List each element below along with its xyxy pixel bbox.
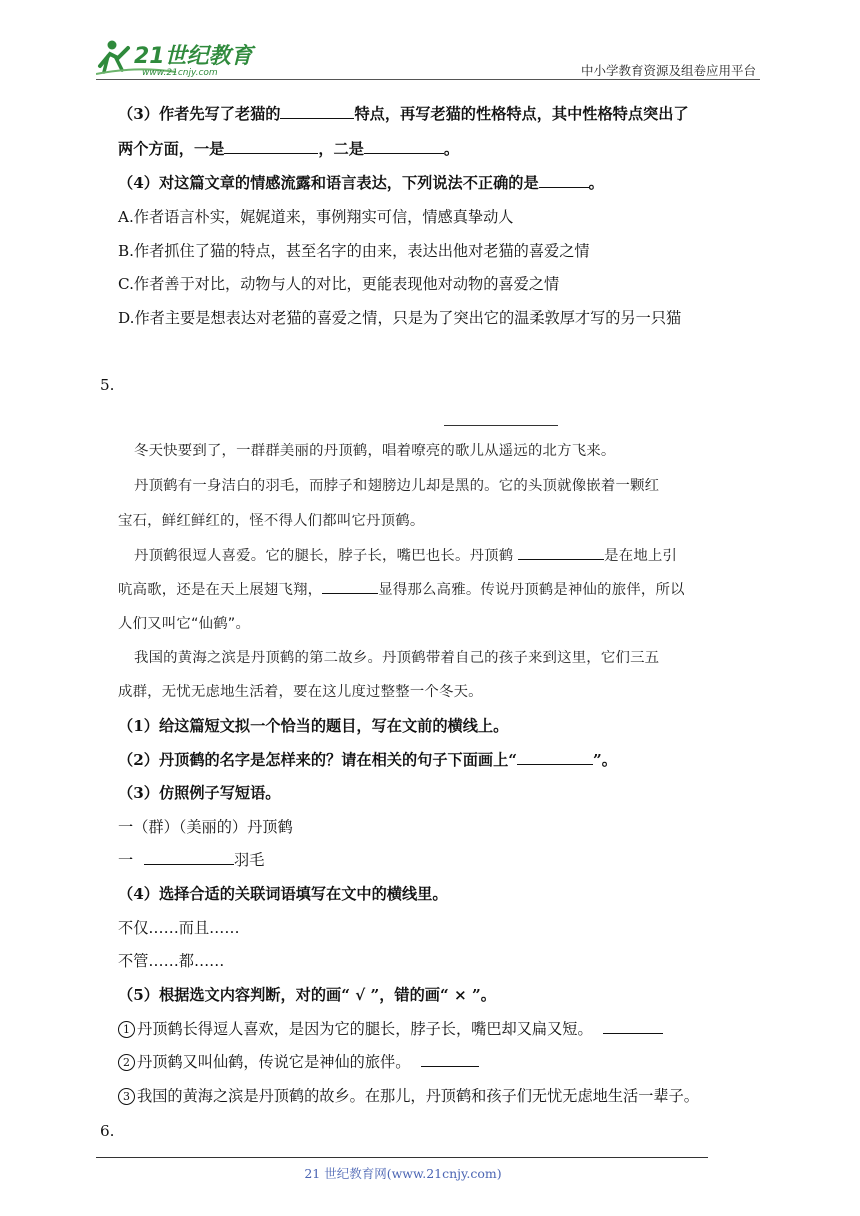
q5-sub2 [118,750,617,770]
q4-sub4-text-a: （4）对这篇文章的情感流露和语言表达，下列说法不正确的是 [118,174,539,192]
passage-p3-text-b: 是在地上引 [604,548,678,564]
judgement-2 [118,1052,479,1072]
q4-sub4-text-b: 。 [588,174,604,192]
answer-blank[interactable] [539,173,589,188]
q4-sub3-text-b: 特点，再写老猫的性格特点，其中性格特点突出了 [354,105,689,123]
judgement-2-text: 丹顶鹤又叫仙鹤，传说它是神仙的旅伴。 [137,1053,411,1071]
phrase-exercise-suffix: 羽毛 [234,851,265,869]
passage-p2-line1: 丹顶鹤有一身洁白的羽毛，而脖子和翅膀边儿却是黑的。它的头顶就像嵌着一颗红 [134,478,660,494]
title-answer-line[interactable] [444,425,558,426]
phrase-exercise-prefix: 一 [118,851,134,869]
header-divider [96,79,760,80]
circled-number-1: 1 [118,1021,135,1038]
q4-sub3-text-c: 两个方面，一是 [118,140,225,158]
passage-p1: 冬天快要到了，一群群美丽的丹顶鹤，唱着嘹亮的歌儿从遥远的北方飞来。 [134,443,616,459]
phrase-blank[interactable] [144,850,234,865]
q4-sub4-line [118,173,604,193]
question-6-number: 6. [100,1122,115,1140]
judgement-3-text: 我国的黄海之滨是丹顶鹤的故乡。在那儿，丹顶鹤和孩子们无忧无虑地生活一辈子。 [137,1087,699,1105]
passage-p3-line3: 人们又叫它“仙鹤”。 [118,616,251,632]
q5-sub2-text-a: （2）丹顶鹤的名字是怎样来的？请在相关的句子下面画上“ [118,751,517,769]
passage-p3-text-c: 吭高歌，还是在天上展翅飞翔， [118,582,323,598]
footer-link[interactable]: 21 世纪教育网(www.21cnjy.com) [304,1166,502,1181]
phrase-exercise [118,850,264,870]
conjunction-blank-1[interactable] [518,545,604,560]
passage-p3-text-a: 丹顶鹤很逗人喜爱。它的腿长，脖子长，嘴巴也长。丹顶鹤 [134,548,514,564]
conjunction-option-1: 不仅……而且…… [118,919,240,937]
answer-blank[interactable] [224,139,318,154]
logo-url: www.21cnjy.com [142,68,218,78]
example-phrase: 一（群）（美丽的）丹顶鹤 [118,818,293,836]
q4-sub3-text-e: 。 [443,140,460,158]
q4-sub3-line2 [118,139,459,159]
q5-sub1: （1）给这篇短文拟一个恰当的题目，写在文前的横线上。 [118,717,509,735]
option-d: D.作者主要是想表达对老猫的喜爱之情，只是为了突出它的温柔敦厚才写的另一只猫 [118,309,682,327]
judgement-3 [118,1086,699,1106]
underline-sample [517,750,593,765]
question-5-number: 5. [100,376,115,394]
q5-sub4: （4）选择合适的关联词语填写在文中的横线里。 [118,885,448,903]
footer-divider [96,1157,708,1158]
q5-sub2-text-b: ”。 [593,751,617,769]
logo-text: 21世纪教育 [134,44,253,69]
conjunction-blank-2[interactable] [322,579,378,594]
q4-sub3-text-a: （3）作者先写了老猫的 [118,105,281,123]
q5-sub5: （5）根据选文内容判断，对的画“ √ ”，错的画“ × ”。 [118,986,496,1004]
platform-name: 中小学教育资源及组卷应用平台 [580,63,756,78]
answer-blank[interactable] [280,104,354,119]
option-c: C.作者善于对比，动物与人的对比，更能表现他对动物的喜爱之情 [118,275,560,293]
site-logo [96,36,266,78]
passage-p3-line1 [134,545,677,566]
passage-p3-text-d: 显得那么高雅。传说丹顶鹤是神仙的旅伴，所以 [378,582,685,598]
passage-p2-line2: 宝石，鲜红鲜红的，怪不得人们都叫它丹顶鹤。 [118,513,425,529]
judgement-blank-2[interactable] [421,1052,479,1067]
judgement-1-text: 丹顶鹤长得逗人喜欢，是因为它的腿长，脖子长，嘴巴却又扁又短。 [137,1020,593,1038]
passage-p4-line2: 成群，无忧无虑地生活着，要在这儿度过整整一个冬天。 [118,684,483,700]
q5-sub3: （3）仿照例子写短语。 [118,784,281,802]
option-a: A.作者语言朴实，娓娓道来，事例翔实可信，情感真挚动人 [118,208,514,226]
circled-number-3: 3 [118,1088,135,1105]
conjunction-option-2: 不管……都…… [118,952,225,970]
q4-sub3-line1 [118,104,689,124]
q4-sub3-text-d: ，二是 [318,140,364,158]
judgement-blank-1[interactable] [603,1019,663,1034]
circled-number-2: 2 [118,1054,135,1071]
passage-p3-line2 [118,579,685,600]
judgement-1 [118,1019,663,1039]
answer-blank[interactable] [364,139,444,154]
passage-p4-line1: 我国的黄海之滨是丹顶鹤的第二故乡。丹顶鹤带着自己的孩子来到这里，它们三五 [134,650,660,666]
option-b: B.作者抓住了猫的特点，甚至名字的由来，表达出他对老猫的喜爱之情 [118,242,590,260]
